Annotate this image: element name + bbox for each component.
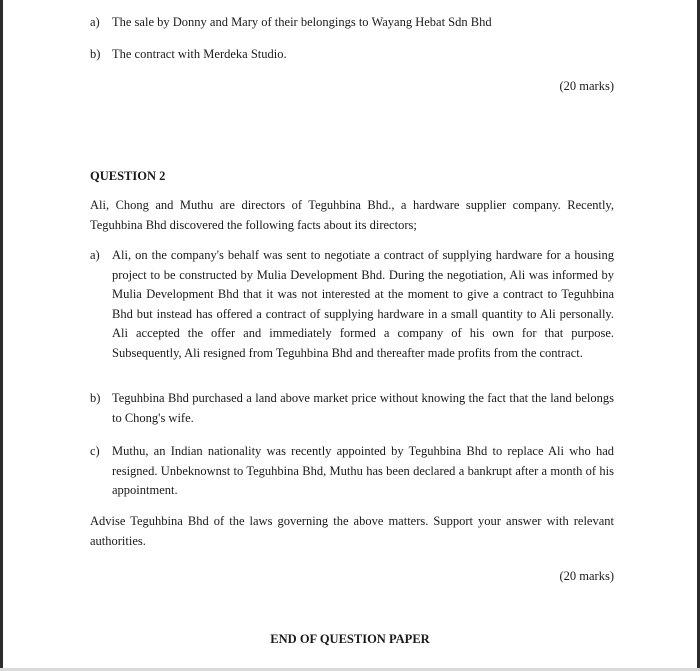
item-text: The contract with Merdeka Studio. bbox=[112, 47, 287, 61]
item-text: Muthu, an Indian nationality was recently appointed by Teguhbina Bhd to replace Ali who had resigned. Unbeknownst to Teguhbina Bhd, Muthu has been declared a bankrupt after a month of his appointment. bbox=[112, 444, 614, 497]
question-2-heading: QUESTION 2 bbox=[90, 169, 166, 183]
question-2-item-c bbox=[90, 442, 614, 501]
prev-question-marks: (20 marks) bbox=[559, 79, 614, 93]
item-marker: c) bbox=[90, 444, 100, 458]
question-2-instruction: Advise Teguhbina Bhd of the laws governing the above matters. Support your answer with relevant authorities. bbox=[90, 514, 614, 548]
item-text: Teguhbina Bhd purchased a land above market price without knowing the fact that the land belongs to Chong's wife. bbox=[112, 391, 614, 425]
item-text: The sale by Donny and Mary of their belongings to Wayang Hebat Sdn Bhd bbox=[112, 15, 492, 29]
item-marker: a) bbox=[90, 15, 100, 29]
end-of-paper: END OF QUESTION PAPER bbox=[270, 632, 430, 646]
item-marker: b) bbox=[90, 47, 101, 61]
question-2-marks: (20 marks) bbox=[559, 569, 614, 583]
question-2-item-a bbox=[90, 246, 614, 363]
item-text: Ali, on the company's behalf was sent to negotiate a contract of supplying hardware for a housing project to be constructed by Mulia Development Bhd. During the negotiation, Ali was informed by Mulia Development Bhd that it was not interested at the moment to give a contract to Teguhbina Bhd but instead has offered a contract of supplying hardware in a small quantity to Ali personally. Ali accepted the offer and immediately formed a company of his own for that purpose. Subsequently, Ali resigned from Teguhbina Bhd and thereafter made profits from the contract. bbox=[112, 248, 614, 360]
question-2-intro: Ali, Chong and Muthu are directors of Teguhbina Bhd., a hardware supplier company. Recently, Teguhbina Bhd discovered the following facts about its directors; bbox=[90, 198, 614, 232]
item-marker: a) bbox=[90, 248, 100, 262]
item-marker: b) bbox=[90, 391, 101, 405]
question-2-item-b bbox=[90, 389, 614, 428]
